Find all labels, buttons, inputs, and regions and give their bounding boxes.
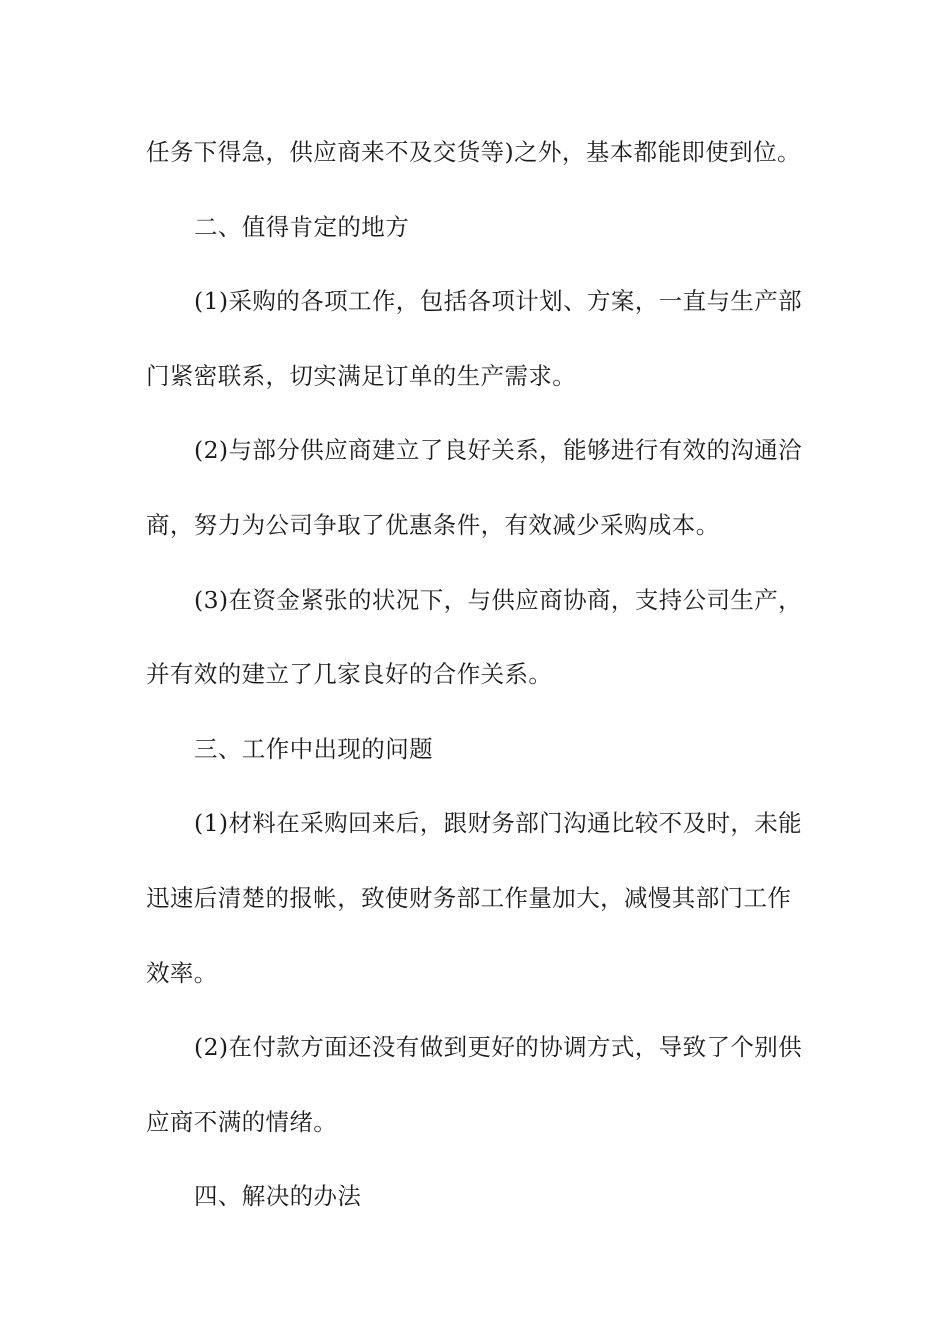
body-line: 应商不满的情绪。 (146, 1107, 338, 1136)
body-line: (3)在资金紧张的状况下，与供应商协商，支持公司生产， (194, 585, 803, 614)
body-line: 迅速后清楚的报帐，致使财务部工作量加大，减慢其部门工作 (146, 883, 792, 912)
body-line: (1)采购的各项工作，包括各项计划、方案，一直与生产部 (194, 287, 803, 316)
section-heading: 三、工作中出现的问题 (194, 734, 433, 763)
body-line: 效率。 (146, 958, 218, 987)
body-line: 并有效的建立了几家良好的合作关系。 (146, 660, 553, 689)
section-heading: 二、值得肯定的地方 (194, 212, 410, 241)
body-line: 商，努力为公司争取了优惠条件，有效减少采购成本。 (146, 510, 720, 539)
body-line: (2)与部分供应商建立了良好关系，能够进行有效的沟通洽 (194, 436, 803, 465)
section-heading: 四、解决的办法 (194, 1182, 362, 1211)
body-line: (1)材料在采购回来后，跟财务部门沟通比较不及时，未能 (194, 809, 803, 838)
body-line: 任务下得急，供应商来不及交货等)之外，基本都能即使到位。 (146, 138, 801, 166)
body-line: 门紧密联系，切实满足订单的生产需求。 (146, 361, 577, 390)
document-body (146, 128, 826, 1247)
body-line: (2)在付款方面还没有做到更好的协调方式，导致了个别供 (194, 1033, 803, 1062)
